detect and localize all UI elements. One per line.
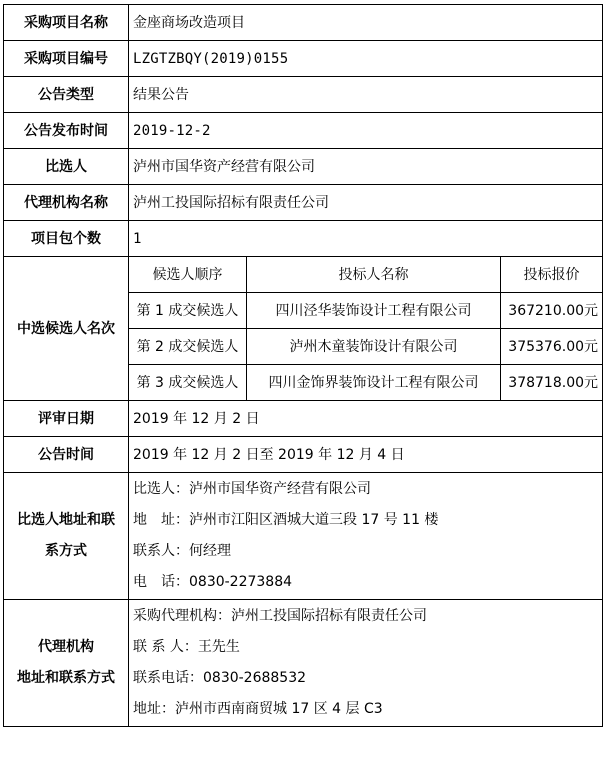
agency-contact-label <box>4 600 129 727</box>
row-notice-type <box>4 77 603 113</box>
candidate-rank: 第 1 成交候选人 <box>129 293 247 329</box>
agency-contact-line: 联 系 人：王先生 <box>133 639 240 655</box>
selector-contact-value <box>129 473 603 600</box>
selector-value: 泸州市国华资产经营有限公司 <box>129 149 603 185</box>
agency-contact-value <box>129 600 603 727</box>
project-name-value: 金座商场改造项目 <box>129 5 603 41</box>
selector-contact-label-line: 比选人地址和联 <box>17 512 115 528</box>
publish-time-label: 公告发布时间 <box>4 113 129 149</box>
agency-label: 代理机构名称 <box>4 185 129 221</box>
row-agency <box>4 185 603 221</box>
candidates-header-name: 投标人名称 <box>247 257 501 293</box>
selector-contact-line: 电 话：0830-2273884 <box>133 574 293 590</box>
candidate-name: 四川泾华装饰设计工程有限公司 <box>247 293 501 329</box>
package-count-value: 1 <box>129 221 603 257</box>
agency-contact-label-line: 代理机构 <box>38 639 94 655</box>
review-date-label: 评审日期 <box>4 401 129 437</box>
row-package-count <box>4 221 603 257</box>
selector-contact-line: 地 址：泸州市江阳区酒城大道三段 17 号 11 楼 <box>133 512 439 528</box>
selector-contact-line: 比选人：泸州市国华资产经营有限公司 <box>133 481 371 497</box>
row-agency-contact <box>4 600 603 727</box>
candidate-price: 378718.00元 <box>501 365 603 401</box>
selector-label: 比选人 <box>4 149 129 185</box>
selector-contact-line: 联系人：何经理 <box>133 543 231 559</box>
notice-type-value: 结果公告 <box>129 77 603 113</box>
candidate-name: 泸州木童装饰设计有限公司 <box>247 329 501 365</box>
row-notice-period <box>4 437 603 473</box>
review-date-value: 2019 年 12 月 2 日 <box>129 401 603 437</box>
candidates-label: 中选候选人名次 <box>4 257 129 401</box>
selector-contact-label-line: 系方式 <box>45 543 87 559</box>
project-code-label: 采购项目编号 <box>4 41 129 77</box>
candidate-price: 367210.00元 <box>501 293 603 329</box>
publish-time-value: 2019-12-2 <box>129 113 603 149</box>
row-selector-contact <box>4 473 603 600</box>
row-selector <box>4 149 603 185</box>
notice-type-label: 公告类型 <box>4 77 129 113</box>
agency-contact-line: 地址：泸州市西南商贸城 17 区 4 层 C3 <box>133 701 383 717</box>
candidate-rank: 第 3 成交候选人 <box>129 365 247 401</box>
agency-contact-line: 采购代理机构：泸州工投国际招标有限责任公司 <box>133 608 427 624</box>
project-name-label: 采购项目名称 <box>4 5 129 41</box>
row-publish-time <box>4 113 603 149</box>
candidate-price: 375376.00元 <box>501 329 603 365</box>
candidates-header-price: 投标报价 <box>501 257 603 293</box>
package-count-label: 项目包个数 <box>4 221 129 257</box>
candidates-header-rank: 候选人顺序 <box>129 257 247 293</box>
notice-period-label: 公告时间 <box>4 437 129 473</box>
candidate-name: 四川金饰界装饰设计工程有限公司 <box>247 365 501 401</box>
agency-contact-label-line: 地址和联系方式 <box>17 670 115 686</box>
row-project-code <box>4 41 603 77</box>
agency-value: 泸州工投国际招标有限责任公司 <box>129 185 603 221</box>
row-project-name <box>4 5 603 41</box>
project-code-value: LZGTZBQY(2019)0155 <box>129 41 603 77</box>
candidate-rank: 第 2 成交候选人 <box>129 329 247 365</box>
selector-contact-label <box>4 473 129 600</box>
procurement-result-table <box>3 4 603 727</box>
row-review-date <box>4 401 603 437</box>
agency-contact-line: 联系电话：0830-2688532 <box>133 670 307 686</box>
candidates-header-row <box>4 257 603 293</box>
notice-period-value: 2019 年 12 月 2 日至 2019 年 12 月 4 日 <box>129 437 603 473</box>
